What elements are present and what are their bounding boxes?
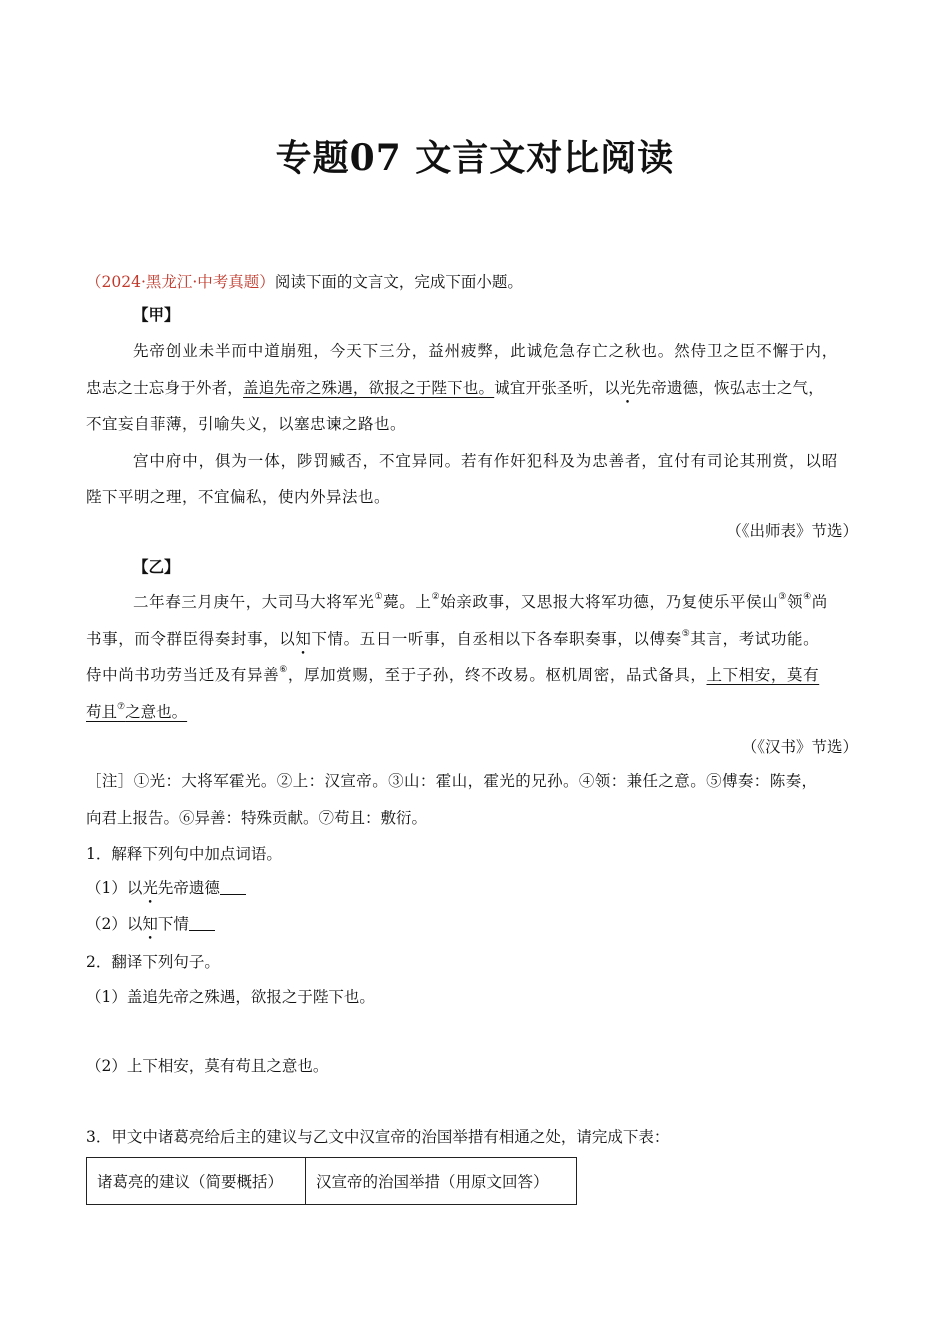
- underlined-sentence: 上下相安，莫有: [706, 666, 820, 684]
- table-header-measures: 汉宣帝的治国举措（用原文回答）: [306, 1158, 577, 1205]
- yi-line3: [86, 665, 819, 685]
- section-label-yi: 【乙】: [133, 557, 180, 576]
- answer-blank[interactable]: [220, 880, 246, 895]
- dotted-word-zhi: 知: [295, 630, 312, 648]
- question-2-1: （1）盖追先帝之殊遇，欲报之于陛下也。: [86, 988, 375, 1006]
- table-row: [87, 1158, 577, 1205]
- question-1-1: [86, 878, 246, 898]
- question-text: 下情: [157, 915, 189, 933]
- yi-text: 其言，考试功能。: [690, 630, 820, 648]
- note-mark-4: ④: [803, 592, 812, 602]
- intro-line: [86, 272, 523, 292]
- note-mark-5: ⑤: [681, 629, 691, 639]
- dotted-word-zhi: 知: [142, 915, 158, 933]
- jia-p1-line3: 不宜妄自菲薄，引喻失义，以塞忠谏之路也。: [86, 415, 407, 433]
- intro-instruction: 阅读下面的文言文，完成下面小题。: [274, 273, 523, 291]
- yi-text: 薨。上: [383, 593, 432, 611]
- question-3: 3．甲文中诸葛亮给后主的建议与乙文中汉宣帝的治国举措有相通之处，请完成下表：: [86, 1128, 670, 1146]
- note-mark-7: ⑦: [117, 702, 126, 712]
- question-source: （2024·黑龙江·中考真题）: [86, 273, 275, 291]
- question-2-2: （2）上下相安，莫有苟且之意也。: [86, 1057, 329, 1075]
- jia-p1-line1: 先帝创业未半而中道崩殂，今天下三分，益州疲弊，此诚危急存亡之秋也。然侍卫之臣不懈于内，: [133, 342, 839, 360]
- dotted-word-guang: 光: [142, 879, 158, 897]
- question-1-2: [86, 914, 215, 934]
- note-mark-1: ①: [374, 592, 384, 602]
- yi-text: 尚: [811, 593, 828, 611]
- question-2: 2．翻译下列句子。: [86, 953, 220, 971]
- yi-text: 侍中尚书功劳当迁及有异善: [86, 666, 280, 684]
- yi-text: 领: [786, 593, 804, 611]
- yi-text: 二年春三月庚午，大司马大将军光: [133, 593, 375, 611]
- jia-text: 忠志之士忘身于外者，: [86, 379, 244, 397]
- question-text: （2）以: [86, 915, 143, 933]
- underlined-sentence: 盖追先帝之殊遇，欲报之于陛下也。: [243, 379, 495, 397]
- yi-text: 书事，而令群臣得奏封事，以: [86, 630, 296, 648]
- question-text: 先帝遗德: [157, 879, 220, 897]
- answer-blank[interactable]: [189, 916, 215, 931]
- yi-line4: [86, 702, 187, 722]
- question-text: （1）以: [86, 879, 143, 897]
- table-header-suggestion: 诸葛亮的建议（简要概括）: [87, 1158, 306, 1205]
- yi-line2: [86, 629, 819, 649]
- jia-text: 诚宜开张圣听，以: [494, 379, 620, 397]
- yi-text: 下情。五日一听事，自丞相以下各奉职奏事，以傅奏: [311, 630, 682, 648]
- yi-text: 苟且: [86, 703, 118, 721]
- jia-p2-line2: 陛下平明之理，不宜偏私，使内外异法也。: [86, 488, 391, 506]
- jia-citation: （《出师表》节选）: [726, 522, 858, 540]
- jia-p2-line1: 宫中府中，俱为一体，陟罚臧否，不宜异同。若有作奸犯科及为忠善者，宜付有司论其刑赏，以昭: [133, 452, 839, 470]
- notes-line1: ［注］①光：大将军霍光。②上：汉宣帝。③山：霍山，霍光的兄孙。④领：兼任之意。⑤傅奏：陈奏，: [86, 772, 818, 790]
- yi-text: 之意也。: [125, 703, 188, 721]
- note-mark-3: ③: [778, 592, 787, 602]
- yi-text: ，厚加赏赐，至于子孙，终不改易。枢机周密，品式备具，: [287, 666, 707, 684]
- note-mark-6: ⑥: [279, 665, 288, 675]
- question-1: 1．解释下列句中加点词语。: [86, 845, 282, 863]
- jia-text: 先帝遗德，恢弘志士之气，: [635, 379, 824, 397]
- yi-text: 始亲政事，又思报大将军功德，乃复使乐平侯山: [440, 593, 779, 611]
- notes-line2: 向君上报告。⑥异善：特殊贡献。⑦苟且：敷衍。: [86, 809, 428, 827]
- section-label-jia: 【甲】: [133, 305, 180, 324]
- dotted-word-guang: 光: [619, 379, 636, 397]
- yi-citation: （《汉书》节选）: [741, 738, 858, 756]
- page-title: 专题07 文言文对比阅读: [275, 137, 675, 179]
- underlined-sentence: [86, 703, 187, 721]
- note-mark-2: ②: [431, 592, 441, 602]
- jia-p1-line2: [86, 378, 824, 398]
- answer-table: [86, 1157, 577, 1205]
- yi-line1: [133, 592, 828, 612]
